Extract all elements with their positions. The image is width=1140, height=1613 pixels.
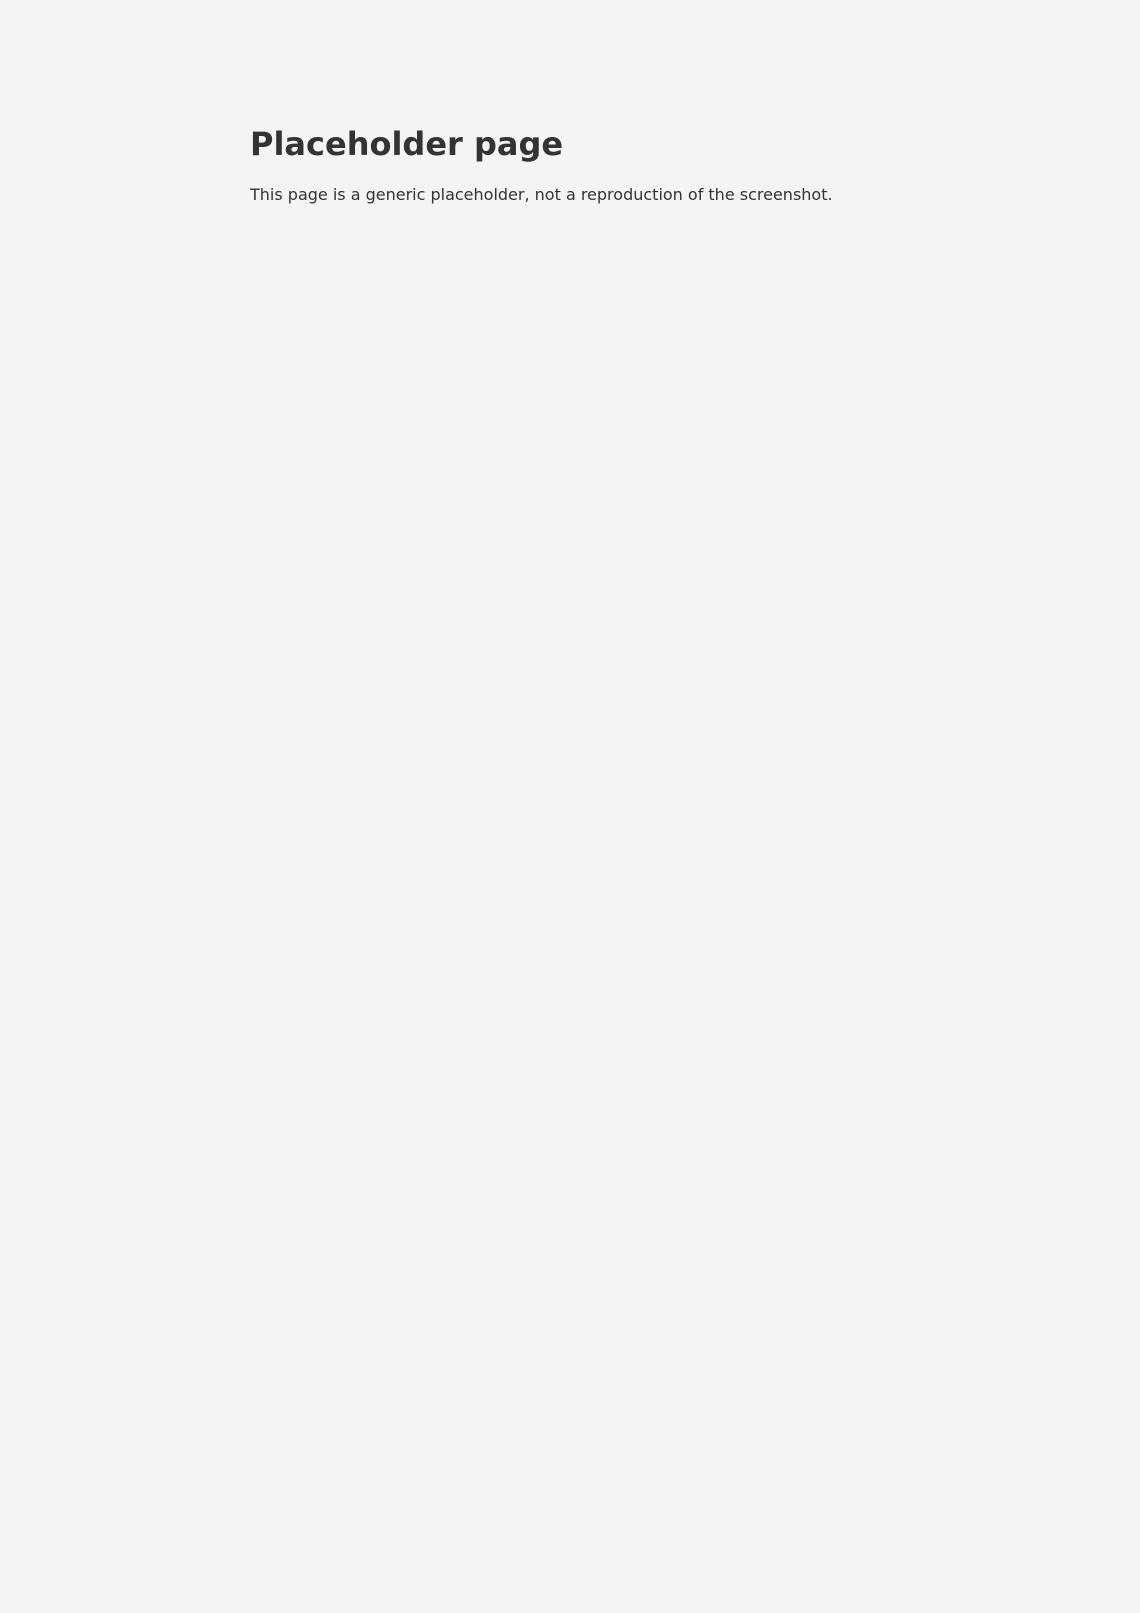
placeholder: Placeholder page This page is a generic placeholder, not a reproduction of the screenshot.: [250, 125, 833, 204]
